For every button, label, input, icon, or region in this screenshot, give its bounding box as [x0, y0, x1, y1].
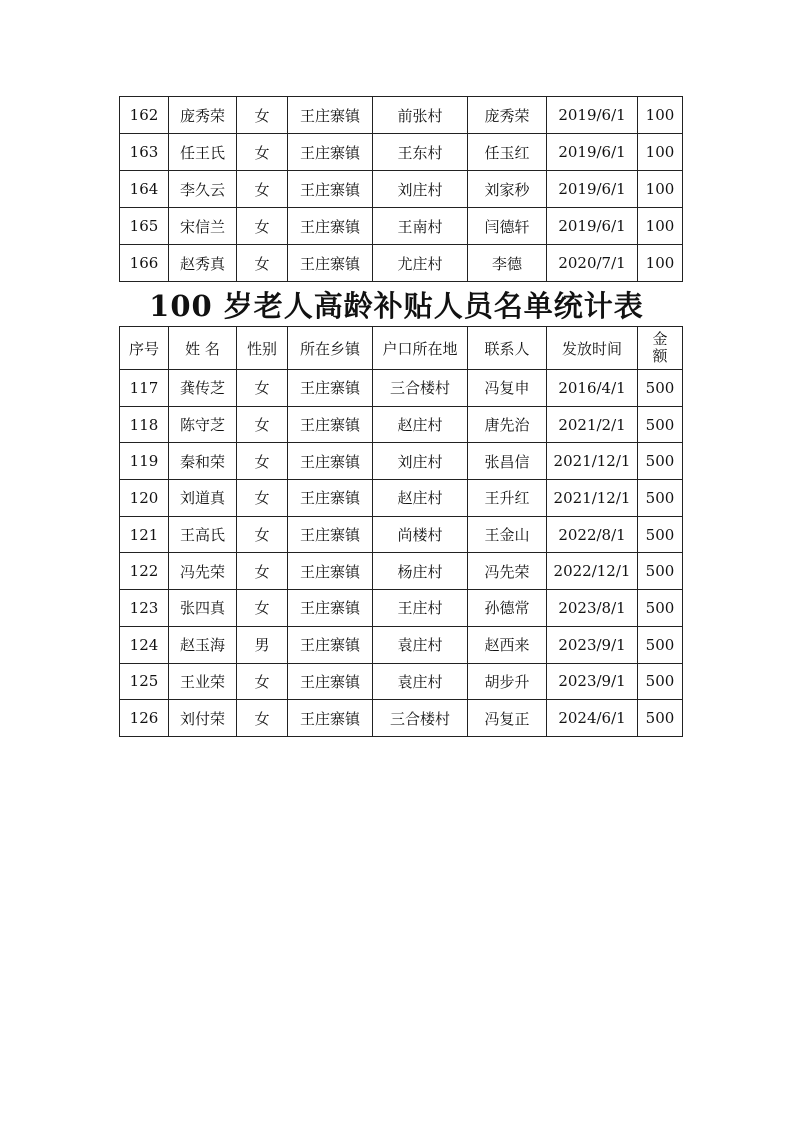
cell-household-location: 刘庄村: [373, 443, 468, 480]
cell-name: 王业荣: [169, 663, 237, 700]
cell-serial: 117: [120, 370, 169, 407]
header-gender: 性别: [237, 327, 288, 370]
cell-serial: 162: [120, 97, 169, 134]
cell-issue-date: 2019/6/1: [547, 97, 638, 134]
cell-household-location: 王东村: [373, 134, 468, 171]
cell-contact: 王升红: [468, 480, 547, 517]
cell-township: 王庄寨镇: [288, 553, 373, 590]
cell-township: 王庄寨镇: [288, 700, 373, 737]
cell-serial: 166: [120, 245, 169, 282]
header-amount: [638, 327, 683, 370]
cell-household-location: 刘庄村: [373, 171, 468, 208]
cell-contact: 闫德轩: [468, 208, 547, 245]
table-row: [120, 245, 683, 282]
subsidy-list-table: [119, 326, 683, 737]
table-row: [120, 406, 683, 443]
cell-contact: 刘家秒: [468, 171, 547, 208]
cell-contact: 唐先治: [468, 406, 547, 443]
cell-issue-date: 2023/8/1: [547, 590, 638, 627]
cell-issue-date: 2019/6/1: [547, 171, 638, 208]
cell-gender: 女: [237, 516, 288, 553]
cell-issue-date: 2020/7/1: [547, 245, 638, 282]
cell-name: 陈守芝: [169, 406, 237, 443]
cell-issue-date: 2024/6/1: [547, 700, 638, 737]
cell-township: 王庄寨镇: [288, 480, 373, 517]
cell-gender: 女: [237, 443, 288, 480]
cell-amount: 500: [638, 700, 683, 737]
cell-issue-date: 2021/12/1: [547, 443, 638, 480]
cell-township: 王庄寨镇: [288, 245, 373, 282]
cell-amount: 100: [638, 171, 683, 208]
cell-name: 赵秀真: [169, 245, 237, 282]
cell-township: 王庄寨镇: [288, 97, 373, 134]
table-row: [120, 516, 683, 553]
cell-amount: 500: [638, 590, 683, 627]
cell-gender: 女: [237, 406, 288, 443]
cell-gender: 女: [237, 553, 288, 590]
cell-serial: 123: [120, 590, 169, 627]
cell-amount: 500: [638, 443, 683, 480]
cell-contact: 李德: [468, 245, 547, 282]
cell-household-location: 尚楼村: [373, 516, 468, 553]
cell-household-location: 三合楼村: [373, 700, 468, 737]
cell-serial: 126: [120, 700, 169, 737]
cell-amount: 500: [638, 370, 683, 407]
table-row: [120, 553, 683, 590]
table-row: [120, 590, 683, 627]
cell-name: 宋信兰: [169, 208, 237, 245]
cell-gender: 女: [237, 208, 288, 245]
cell-serial: 165: [120, 208, 169, 245]
header-serial: 序号: [120, 327, 169, 370]
table-row: [120, 443, 683, 480]
cell-amount: 100: [638, 134, 683, 171]
cell-amount: 100: [638, 97, 683, 134]
header-name: 姓 名: [169, 327, 237, 370]
cell-household-location: 赵庄村: [373, 480, 468, 517]
cell-contact: 王金山: [468, 516, 547, 553]
cell-gender: 女: [237, 245, 288, 282]
cell-serial: 120: [120, 480, 169, 517]
cell-name: 王高氏: [169, 516, 237, 553]
table-row: [120, 171, 683, 208]
cell-township: 王庄寨镇: [288, 626, 373, 663]
cell-name: 刘道真: [169, 480, 237, 517]
cell-amount: 500: [638, 516, 683, 553]
cell-contact: 胡步升: [468, 663, 547, 700]
table-row: [120, 700, 683, 737]
cell-issue-date: 2023/9/1: [547, 663, 638, 700]
header-issue-date: 发放时间: [547, 327, 638, 370]
cell-amount: 500: [638, 663, 683, 700]
cell-issue-date: 2022/12/1: [547, 553, 638, 590]
cell-township: 王庄寨镇: [288, 516, 373, 553]
table-row: [120, 370, 683, 407]
cell-issue-date: 2022/8/1: [547, 516, 638, 553]
cell-name: 冯先荣: [169, 553, 237, 590]
cell-gender: 女: [237, 480, 288, 517]
cell-household-location: 王南村: [373, 208, 468, 245]
cell-issue-date: 2021/12/1: [547, 480, 638, 517]
cell-gender: 男: [237, 626, 288, 663]
header-township: 所在乡镇: [288, 327, 373, 370]
cell-serial: 122: [120, 553, 169, 590]
cell-name: 赵玉海: [169, 626, 237, 663]
cell-name: 秦和荣: [169, 443, 237, 480]
cell-gender: 女: [237, 171, 288, 208]
table-row: [120, 208, 683, 245]
cell-township: 王庄寨镇: [288, 171, 373, 208]
cell-contact: 张昌信: [468, 443, 547, 480]
cell-amount: 100: [638, 245, 683, 282]
cell-contact: 冯复正: [468, 700, 547, 737]
cell-household-location: 赵庄村: [373, 406, 468, 443]
cell-serial: 163: [120, 134, 169, 171]
cell-issue-date: 2021/2/1: [547, 406, 638, 443]
cell-gender: 女: [237, 663, 288, 700]
cell-township: 王庄寨镇: [288, 663, 373, 700]
cell-serial: 164: [120, 171, 169, 208]
cell-amount: 500: [638, 480, 683, 517]
cell-gender: 女: [237, 134, 288, 171]
table-row: [120, 626, 683, 663]
cell-household-location: 三合楼村: [373, 370, 468, 407]
cell-amount: 500: [638, 406, 683, 443]
cell-issue-date: 2019/6/1: [547, 208, 638, 245]
header-household-location: 户口所在地: [373, 327, 468, 370]
table-row: [120, 480, 683, 517]
cell-household-location: 前张村: [373, 97, 468, 134]
cell-gender: 女: [237, 97, 288, 134]
header-contact: 联系人: [468, 327, 547, 370]
cell-serial: 121: [120, 516, 169, 553]
header-amount-line2: 额: [652, 347, 668, 365]
table-header-row: [120, 327, 683, 370]
cell-household-location: 袁庄村: [373, 663, 468, 700]
cell-serial: 124: [120, 626, 169, 663]
cell-township: 王庄寨镇: [288, 443, 373, 480]
cell-township: 王庄寨镇: [288, 590, 373, 627]
cell-amount: 100: [638, 208, 683, 245]
cell-township: 王庄寨镇: [288, 406, 373, 443]
cell-amount: 500: [638, 626, 683, 663]
cell-gender: 女: [237, 590, 288, 627]
cell-issue-date: 2023/9/1: [547, 626, 638, 663]
cell-name: 庞秀荣: [169, 97, 237, 134]
cell-contact: 赵西来: [468, 626, 547, 663]
cell-contact: 任玉红: [468, 134, 547, 171]
cell-issue-date: 2016/4/1: [547, 370, 638, 407]
table-row: [120, 134, 683, 171]
cell-township: 王庄寨镇: [288, 134, 373, 171]
cell-contact: 孙德常: [468, 590, 547, 627]
cell-serial: 125: [120, 663, 169, 700]
cell-amount: 500: [638, 553, 683, 590]
cell-contact: 冯复申: [468, 370, 547, 407]
cell-household-location: 杨庄村: [373, 553, 468, 590]
cell-township: 王庄寨镇: [288, 208, 373, 245]
table-row: [120, 663, 683, 700]
cell-gender: 女: [237, 370, 288, 407]
cell-serial: 118: [120, 406, 169, 443]
cell-name: 龚传芝: [169, 370, 237, 407]
cell-name: 李久云: [169, 171, 237, 208]
cell-contact: 庞秀荣: [468, 97, 547, 134]
document-title: 100 岁老人高龄补贴人员名单统计表: [149, 289, 644, 323]
cell-township: 王庄寨镇: [288, 370, 373, 407]
header-amount-line1: 金: [652, 330, 668, 348]
cell-name: 张四真: [169, 590, 237, 627]
cell-name: 刘付荣: [169, 700, 237, 737]
cell-name: 任王氏: [169, 134, 237, 171]
cell-household-location: 尤庄村: [373, 245, 468, 282]
cell-household-location: 王庄村: [373, 590, 468, 627]
cell-gender: 女: [237, 700, 288, 737]
cell-issue-date: 2019/6/1: [547, 134, 638, 171]
cell-household-location: 袁庄村: [373, 626, 468, 663]
table-row: [120, 97, 683, 134]
cell-contact: 冯先荣: [468, 553, 547, 590]
cell-serial: 119: [120, 443, 169, 480]
continued-table: [119, 96, 683, 282]
